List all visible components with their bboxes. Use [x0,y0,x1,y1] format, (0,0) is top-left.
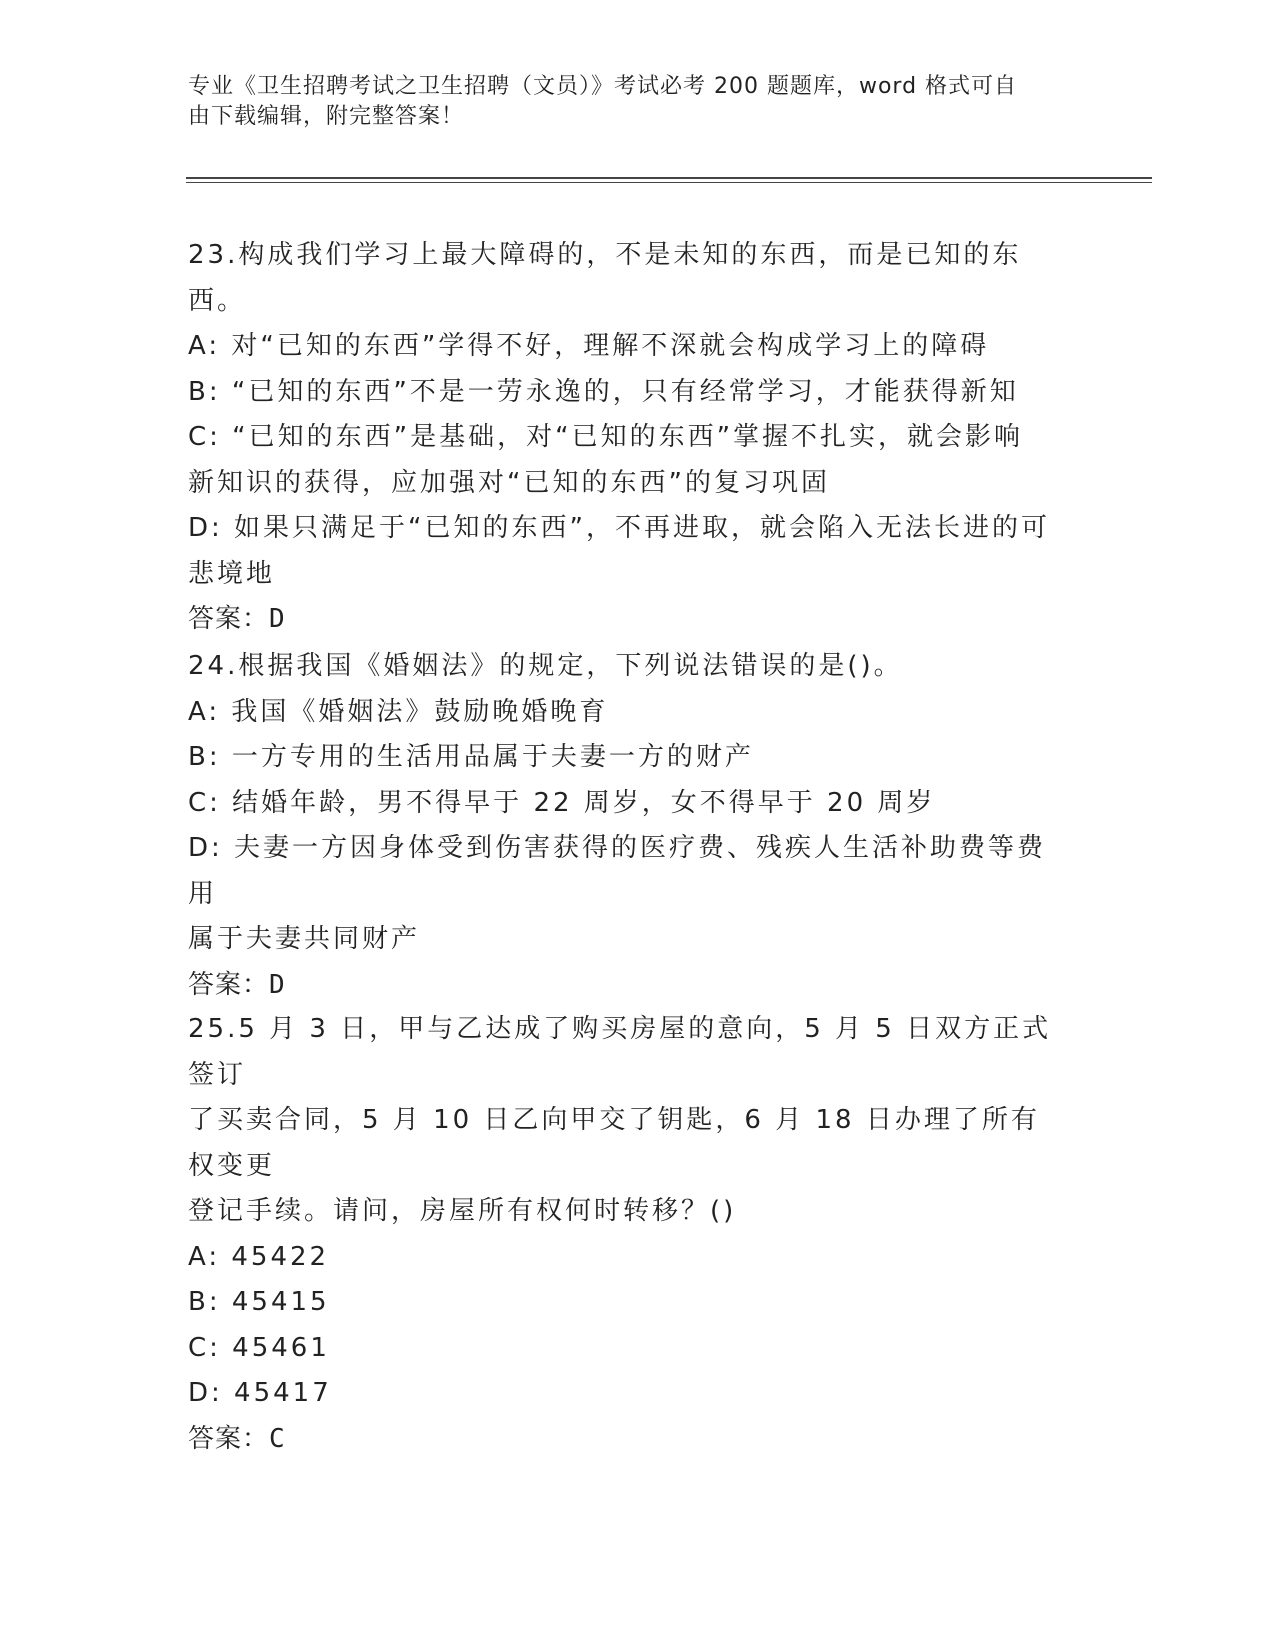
question-stem-continued: 登记手续。请问，房屋所有权何时转移？() [188,1196,737,1226]
option-a: A: 对“已知的东西”学得不好，理解不深就会构成学习上的障碍 [188,331,990,361]
answer: 答案：C [188,1423,286,1454]
option-c-continued: 新知识的获得，应加强对“已知的东西”的复习巩固 [188,467,830,498]
option-d: D: 45417 [188,1378,332,1408]
question-stem-continued: 了买卖合同，5 月 10 日乙向甲交了钥匙，6 月 18 日办理了所有权变更 [188,1105,1040,1181]
option-d: D: 如果只满足于“已知的东西”，不再进取，就会陷入无法长进的可 [188,513,1050,543]
header-line: 专业《卫生招聘考试之卫生招聘（文员）》考试必考 200 题题库，word 格式可自 [188,74,1018,99]
question-24 [188,644,1068,1008]
option-a: A: 45422 [188,1241,330,1272]
question-25 [188,1007,1068,1462]
option-a: A: 我国《婚姻法》鼓励晚婚晚育 [188,696,609,727]
option-d-continued: 属于夫妻共同财产 [188,924,421,954]
question-stem: 25.5 月 3 日，甲与乙达成了购买房屋的意向，5 月 5 日双方正式签订 [188,1014,1052,1090]
header-divider-thin [186,182,1152,183]
question-stem: 24.根据我国《婚姻法》的规定，下列说法错误的是()。 [188,651,903,681]
question-stem: 23.构成我们学习上最大障碍的，不是未知的东西，而是已知的东西。 [188,240,1022,316]
option-c: C: 结婚年龄，男不得早于 22 周岁，女不得早于 20 周岁 [188,787,936,818]
answer: 答案：D [188,969,286,1000]
option-c: C: “已知的东西”是基础，对“已知的东西”掌握不扎实，就会影响 [188,422,1024,452]
option-b: B: 45415 [188,1287,330,1317]
answer: 答案：D [188,604,286,634]
option-c: C: 45461 [188,1332,330,1363]
option-b: B: 一方专用的生活用品属于夫妻一方的财产 [188,742,754,772]
document-header [188,72,1068,132]
option-d: D: 夫妻一方因身体受到伤害获得的医疗费、残疾人生活补助费等费用 [188,833,1047,909]
option-b: B: “已知的东西”不是一劳永逸的，只有经常学习，才能获得新知 [188,376,1019,407]
question-23 [188,233,1068,643]
header-line: 由下载编辑，附完整答案！ [188,104,465,129]
option-d-continued: 悲境地 [188,558,276,589]
header-divider [186,177,1152,179]
